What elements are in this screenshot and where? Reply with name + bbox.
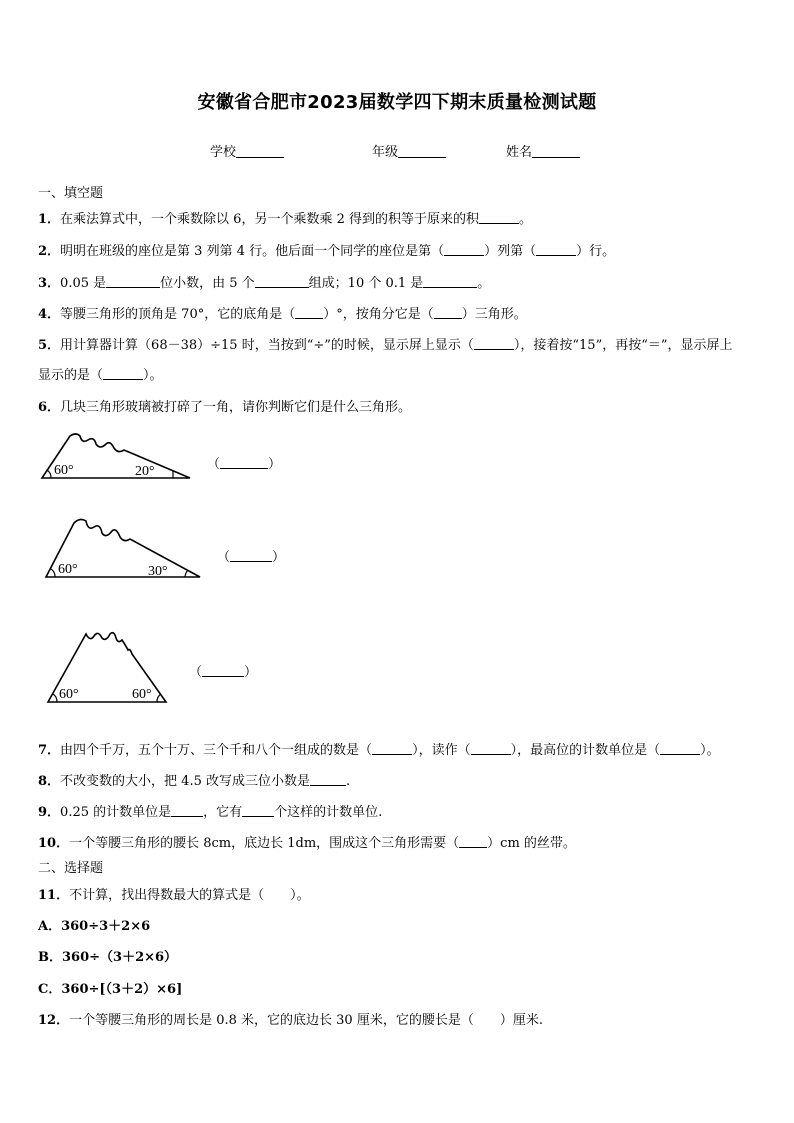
answer-blank[interactable]	[220, 456, 268, 469]
grade-field	[372, 141, 446, 160]
question-text: 个这样的计数单位.	[274, 805, 383, 820]
question-number: 9．	[38, 805, 61, 820]
question-text: 不计算，找出得数最大的算式是（ ）。	[69, 888, 310, 903]
figure-2-answer	[217, 546, 285, 565]
paren-close: ）	[268, 457, 282, 472]
question-2	[38, 240, 615, 259]
answer-blank[interactable]	[103, 367, 143, 380]
broken-triangle-figure-2	[44, 515, 204, 581]
name-label: 姓名	[506, 145, 533, 160]
question-5-continued	[38, 364, 163, 383]
question-number: 6．	[38, 400, 61, 415]
question-4	[38, 303, 527, 322]
answer-blank[interactable]	[444, 243, 484, 256]
question-text: 位小数，由 5 个	[160, 276, 255, 291]
question-text: 一个等腰三角形的腰长 8cm，底边长 1dm，围成这个三角形需要（	[69, 836, 460, 851]
answer-blank[interactable]	[295, 306, 323, 319]
question-number: 3．	[38, 276, 61, 291]
question-text: ），读作（	[412, 743, 471, 758]
option-label: A．	[38, 919, 62, 934]
option-label: C．	[38, 982, 62, 997]
question-number: 11．	[38, 888, 70, 903]
school-blank[interactable]	[236, 144, 284, 158]
paren-open: （	[217, 550, 231, 565]
question-text: 显示的是（	[38, 368, 104, 383]
answer-blank[interactable]	[474, 337, 514, 350]
answer-blank[interactable]	[479, 211, 519, 224]
question-number: 2．	[38, 244, 61, 259]
name-blank[interactable]	[532, 144, 580, 158]
answer-blank[interactable]	[372, 742, 412, 755]
paren-close: ）	[272, 550, 286, 565]
option-b[interactable]	[38, 946, 177, 965]
question-text: ）。	[143, 368, 163, 383]
question-text: ）行。	[576, 244, 616, 259]
option-label: B．	[38, 950, 62, 965]
answer-blank[interactable]	[459, 835, 487, 848]
section-fill-heading: 一、填空题	[38, 186, 104, 201]
question-text: 几块三角形玻璃被打碎了一角，请你判断它们是什么三角形。	[60, 400, 412, 415]
question-text: 明明在班级的座位是第 3 列第 4 行。他后面一个同学的座位是第（	[60, 244, 445, 259]
question-7	[38, 739, 720, 758]
question-text: ）°，按角分它是（	[323, 307, 434, 322]
question-text: 不改变数的大小，把 4.5 改写成三位小数是	[60, 774, 310, 789]
option-text: 360÷（3＋2×6）	[62, 950, 178, 965]
question-number: 7．	[38, 743, 61, 758]
question-text: 在乘法算式中，一个乘数除以 6，另一个乘数乘 2 得到的积等于原来的积	[60, 212, 479, 227]
answer-blank[interactable]	[171, 804, 203, 817]
paren-open: （	[189, 665, 203, 680]
question-text: ），接着按“15”，再按“＝”，显示屏上	[513, 338, 733, 353]
answer-blank[interactable]	[310, 773, 346, 786]
question-text: 一个等腰三角形的周长是 0.8 米，它的底边长 30 厘米，它的腰长是（ ）厘米.	[69, 1013, 543, 1028]
angle-label: 60°	[58, 562, 78, 577]
answer-blank[interactable]	[106, 275, 160, 288]
name-field	[506, 141, 580, 160]
answer-blank[interactable]	[434, 306, 462, 319]
paren-close: ）	[244, 665, 258, 680]
option-a[interactable]	[38, 915, 150, 934]
answer-blank[interactable]	[471, 742, 511, 755]
question-number: 12．	[38, 1013, 70, 1028]
grade-blank[interactable]	[398, 144, 446, 158]
option-text: 360÷[（3＋2）×6]	[61, 982, 183, 997]
page-title: 安徽省合肥市2023届数学四下期末质量检测试题	[197, 92, 597, 113]
question-number: 5．	[38, 338, 61, 353]
question-text: ，它有	[203, 805, 243, 820]
question-3	[38, 272, 490, 291]
question-text: 。	[477, 276, 491, 291]
question-5	[38, 334, 733, 353]
question-12	[38, 1009, 543, 1028]
answer-blank[interactable]	[536, 243, 576, 256]
section-choice-heading: 二、选择题	[38, 861, 104, 876]
question-text: .	[346, 774, 351, 789]
question-text: 0.25 的计数单位是	[60, 805, 172, 820]
question-text: 0.05 是	[60, 276, 107, 291]
answer-blank[interactable]	[202, 664, 244, 677]
answer-blank[interactable]	[423, 275, 477, 288]
angle-label: 60°	[132, 687, 152, 702]
answer-blank[interactable]	[230, 549, 272, 562]
figure-3-answer	[189, 661, 257, 680]
broken-triangle-figure-3	[46, 628, 170, 706]
question-number: 1．	[38, 212, 61, 227]
question-text: 。	[519, 212, 533, 227]
question-text: 组成；10 个 0.1 是	[308, 276, 424, 291]
question-text: ），最高位的计数单位是（	[510, 743, 661, 758]
question-number: 4．	[38, 307, 61, 322]
option-c[interactable]	[38, 978, 182, 997]
question-text: ）列第（	[484, 244, 537, 259]
question-text: ）三角形。	[461, 307, 527, 322]
figure-1-answer	[207, 453, 281, 472]
question-text: ）cm 的丝带。	[487, 836, 576, 851]
question-11	[38, 884, 310, 903]
question-6	[38, 396, 411, 415]
question-text: ）。	[700, 743, 720, 758]
answer-blank[interactable]	[255, 275, 309, 288]
angle-label: 60°	[59, 687, 79, 702]
option-text: 360÷3＋2×6	[61, 919, 151, 934]
answer-blank[interactable]	[660, 742, 700, 755]
question-text: 用计算器计算（68－38）÷15 时，当按到“÷”的时候，显示屏上显示（	[60, 338, 474, 353]
school-label: 学校	[210, 145, 237, 160]
answer-blank[interactable]	[242, 804, 274, 817]
question-10	[38, 832, 576, 851]
broken-triangle-figure-1	[38, 430, 198, 482]
question-9	[38, 801, 382, 820]
question-number: 8．	[38, 774, 61, 789]
angle-label: 60°	[54, 463, 74, 478]
question-text: 由四个千万，五个十万、三个千和八个一组成的数是（	[60, 743, 373, 758]
paren-open: （	[207, 457, 221, 472]
grade-label: 年级	[372, 145, 399, 160]
school-field	[210, 141, 284, 160]
question-number: 10．	[38, 836, 70, 851]
question-text: 等腰三角形的顶角是 70°，它的底角是（	[60, 307, 296, 322]
question-8	[38, 770, 350, 789]
angle-label: 20°	[135, 464, 155, 479]
angle-label: 30°	[148, 564, 168, 579]
question-1	[38, 208, 532, 227]
